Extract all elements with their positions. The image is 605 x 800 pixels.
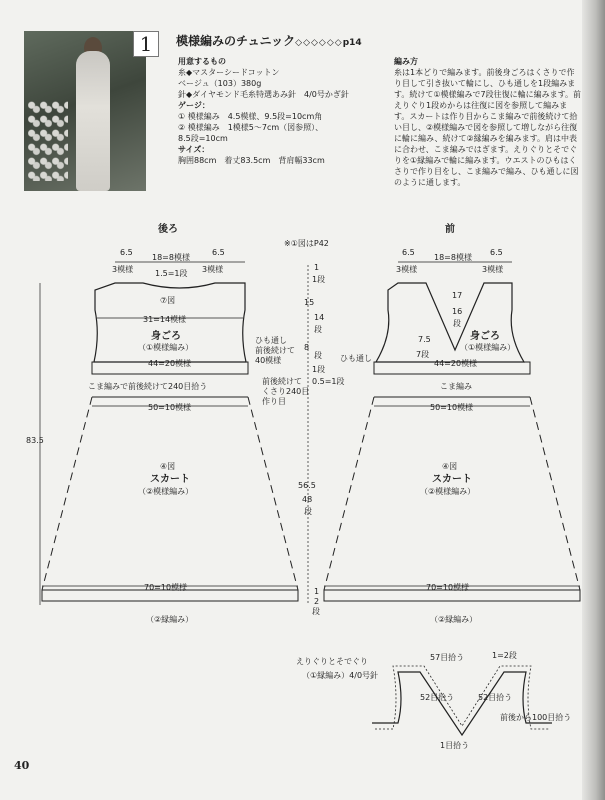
- detail-subtitle: （①縁編み）4/0号針: [302, 671, 379, 680]
- front-skirt-shape: [324, 397, 580, 601]
- front-shoulder-right: 6.5: [490, 248, 503, 257]
- size-line: 胸囲88cm 着丈83.5cm 背肩幅33cm: [178, 156, 325, 165]
- back-shoulder-left: 6.5: [120, 248, 133, 257]
- back-shoulder-right: 6.5: [212, 248, 225, 257]
- title-text: 模様編みのチュニック: [176, 34, 296, 48]
- back-label: 後ろ: [158, 224, 178, 235]
- detail-top-count: 57目拾う: [430, 653, 465, 662]
- skirt-length: 56.5: [298, 481, 316, 490]
- back-waist-note: こま編みで前後続けて240目拾う: [88, 382, 208, 391]
- skirt-rows-unit: 段: [304, 507, 312, 516]
- gauge-line: ② 模様編み 1模様5～7cm（図参照）、: [178, 123, 324, 132]
- front-v-depth: 17: [452, 291, 463, 300]
- title-decor: ◇◇◇◇◇◇: [295, 38, 343, 48]
- dim-text: 段: [314, 325, 322, 334]
- dim-text: 2: [314, 597, 320, 606]
- front-label: 前: [445, 224, 455, 235]
- dim-text: 1段: [312, 365, 326, 374]
- pattern-number-badge: 1: [133, 31, 159, 57]
- detail-bottom-count: 1目拾う: [440, 741, 470, 750]
- front-shoulder-left: 6.5: [402, 248, 415, 257]
- front-shoulder-right-motif: 3模様: [482, 265, 504, 274]
- ribbon-note: 作り目: [262, 397, 286, 406]
- dim-text: 1: [314, 587, 320, 596]
- gauge-line: 8.5段=10cm: [178, 134, 228, 143]
- front-side-rows: 7段: [416, 350, 430, 359]
- dim-text: 0.5=1段: [312, 377, 345, 386]
- front-skirt-label: スカート: [432, 474, 472, 485]
- page-reference: p14: [342, 38, 362, 48]
- dim-text: 段: [314, 351, 322, 360]
- front-skirt-pattern: （②模様編み）: [420, 487, 476, 496]
- gauge-heading: ゲージ：: [178, 101, 210, 110]
- instructions-heading: 編み方: [394, 57, 418, 66]
- back-waist-width: 44=20模様: [148, 359, 192, 368]
- front-side-length: 7.5: [418, 335, 431, 344]
- book-spine-shadow: [582, 0, 605, 800]
- ribbon-note: くさり240目: [262, 387, 310, 396]
- front-neck-width: 18=8模様: [434, 253, 472, 262]
- front-v-rows-unit: 段: [453, 319, 461, 328]
- page-number: 40: [14, 759, 30, 772]
- materials-heading: 用意するもの: [178, 57, 226, 66]
- instructions-paragraph: 糸は1本どりで編みます。前後身ごろはくさりで作り目して引き抜いて輪にし、ひも通しを1段編みます。続けて①模様編みで7段往復に輪に編みます。前えりぐり1段めからは往復に図を参照して編みます。スカートは作り目からこま編みで前後続けて拾い目し、②模様編みで図を参照して増しながら往復に輪に編み、続けて②縁編みを編みます。肩は中表に合わせ、こま編みではぎます。えりぐりとそでぐりを①縁編みで輪に編みます。ウエストのひもはくさりで作り目をし、こま編みで編み、ひも通しに図のように通します。: [394, 68, 581, 187]
- back-chart-ref: ⑦図: [160, 296, 176, 305]
- front-hem-width: 70=10模様: [426, 583, 470, 592]
- dim-text: 14: [314, 313, 325, 322]
- front-skirt-chart-ref: ④図: [442, 462, 458, 471]
- back-edge-label: （②縁編み）: [146, 615, 194, 624]
- front-body-label: 身ごろ: [470, 331, 500, 342]
- front-ribbon: ひも通し: [340, 354, 372, 363]
- materials-line: ベージュ（103）380g: [178, 79, 262, 88]
- back-skirt-chart-ref: ④図: [160, 462, 176, 471]
- dim-text: 8: [304, 343, 310, 352]
- back-body-label: 身ごろ: [151, 331, 181, 342]
- detail-side-count: 1=2段: [492, 651, 517, 660]
- back-hem-width: 70=10模様: [144, 583, 188, 592]
- detail-title: えりぐりとそでぐり: [296, 657, 368, 666]
- dim-text: 1段: [312, 275, 326, 284]
- back-skirt-shape: [42, 397, 298, 601]
- back-shoulder-left-motif: 3模様: [112, 265, 134, 274]
- ribbon-note: 前後続けて: [255, 346, 295, 355]
- front-waist-width: 44=20模様: [434, 359, 478, 368]
- dim-text: 段: [312, 607, 320, 616]
- ribbon-note: 前後続けて: [262, 377, 302, 386]
- back-skirt-pattern: （②模様編み）: [138, 487, 194, 496]
- detail-mid-count: 52目拾う: [478, 693, 513, 702]
- back-neck-width: 18=8模様: [152, 253, 190, 262]
- dim-text: 1: [314, 263, 320, 272]
- front-body-pattern: （①模様編み）: [460, 343, 516, 352]
- detail-left-count: 52目拾う: [420, 693, 455, 702]
- front-v-rows: 16: [452, 307, 463, 316]
- back-skirt-top-width: 50=10模様: [148, 403, 192, 412]
- detail-right-count: 前後から100目拾う: [500, 713, 572, 722]
- front-waist-note: こま編み: [440, 382, 472, 391]
- back-body-pattern: （①模様編み）: [138, 343, 194, 352]
- front-edge-label: （②縁編み）: [430, 615, 478, 624]
- materials-line: 糸◆マスターシードコットン: [178, 68, 280, 77]
- ribbon-note: ひも通し: [255, 336, 287, 345]
- detail-edging-shape: [372, 666, 552, 735]
- total-length: 83.5: [26, 436, 44, 445]
- back-shoulder-right-motif: 3模様: [202, 265, 224, 274]
- size-heading: サイズ：: [178, 145, 210, 154]
- ribbon-note: 40模様: [255, 356, 282, 365]
- front-shoulder-left-motif: 3模様: [396, 265, 418, 274]
- dim-text: 15: [304, 298, 315, 307]
- skirt-rows: 48: [302, 495, 313, 504]
- gauge-line: ① 模様編み 4.5模様、9.5段=10cm角: [178, 112, 323, 121]
- back-neck-depth: 1.5=1段: [155, 269, 188, 278]
- materials-line: 針◆ダイヤモンド毛糸特選あみ針 4/0号かぎ針: [178, 90, 349, 99]
- back-skirt-label: スカート: [150, 474, 190, 485]
- back-upper-width: 31=14模様: [143, 315, 187, 324]
- front-skirt-top-width: 50=10模様: [430, 403, 474, 412]
- figure-note: ※①図はP42: [284, 239, 329, 248]
